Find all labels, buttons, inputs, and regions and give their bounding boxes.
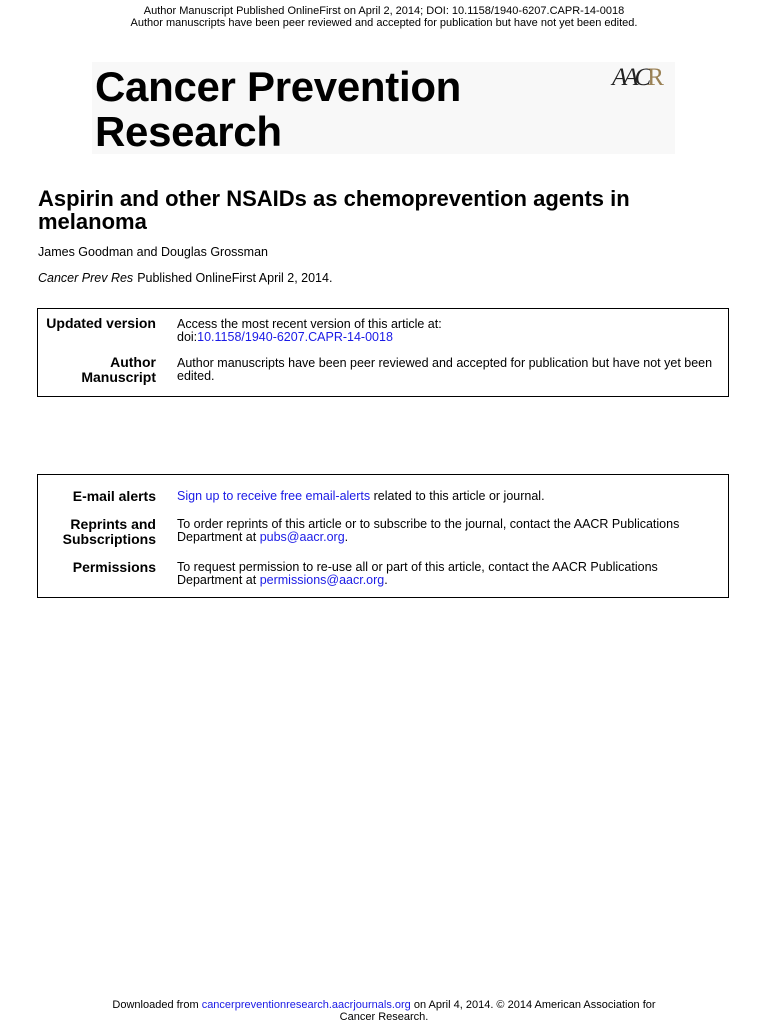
email-alerts-label: E-mail alerts <box>72 488 156 504</box>
email-alerts-link[interactable]: Sign up to receive free email-alerts <box>177 489 371 503</box>
doi-line <box>177 331 722 344</box>
footer-line-2: Cancer Research. <box>339 1011 429 1023</box>
citation <box>38 271 332 285</box>
aacr-logo-r: R <box>647 64 664 91</box>
article-authors: James Goodman and Douglas Grossman <box>38 245 268 259</box>
reprints-label-line-1: Reprints and <box>70 516 156 532</box>
article-info-box <box>37 308 729 397</box>
article-title <box>38 187 728 233</box>
journal-abbrev: Cancer Prev Res <box>38 271 134 285</box>
reprints-text: To order reprints of this article or to subscribe to the journal, contact the AACR Publications Department at pubs@aacr.org. <box>177 517 680 544</box>
article-title-line-1: Aspirin and other NSAIDs as chemoprevention agents in <box>38 186 630 211</box>
download-footer <box>0 999 768 1023</box>
notice-line-1: Author Manuscript Published OnlineFirst on April 2, 2014; DOI: 10.1158/1940-6207.CAPR-14-0018 <box>143 5 625 17</box>
email-alerts-suffix: related to this article or journal. <box>373 489 545 503</box>
reprints-description: To order reprints of this article or to subscribe to the journal, contact the AACR Publications Department at <box>177 517 680 544</box>
notice-line-2: Author manuscripts have been peer reviewed and accepted for publication but have not yet been edited. <box>130 17 638 29</box>
reprints-label-line-2: Subscriptions <box>62 531 156 547</box>
email-alerts-text <box>177 490 722 503</box>
journal-masthead <box>92 62 675 154</box>
author-label-line-2: Manuscript <box>81 369 156 385</box>
footer-copyright: on April 4, 2014. © 2014 American Association for <box>413 999 656 1011</box>
doi-prefix: doi: <box>177 330 198 344</box>
services-info-box <box>37 474 729 598</box>
pubs-email-link[interactable]: pubs@aacr.org <box>259 530 345 544</box>
permissions-text: To request permission to re-use all or part of this article, contact the AACR Publications Department at permissions@aacr.org. <box>177 560 658 587</box>
published-date: Published OnlineFirst April 2, 2014. <box>137 271 333 285</box>
author-manuscript-notice <box>0 5 768 29</box>
journal-site-link[interactable]: cancerpreventionresearch.aacrjournals.org <box>201 999 411 1011</box>
author-manuscript-label <box>38 355 156 385</box>
journal-title-line-1: Cancer Prevention <box>95 63 462 110</box>
aacr-logo <box>612 64 664 92</box>
author-label-line-1: Author <box>110 354 156 370</box>
author-manuscript-text: Author manuscripts have been peer reviewed and accepted for publication but have not yet been edited. <box>177 356 713 383</box>
journal-title-line-2: Research <box>95 108 282 155</box>
article-title-line-2: melanoma <box>38 209 147 234</box>
updated-version-description: Access the most recent version of this article at: <box>177 317 442 331</box>
permissions-description: To request permission to re-use all or part of this article, contact the AACR Publications Department at <box>177 560 658 587</box>
updated-version-text <box>177 318 722 344</box>
aacr-logo-text: AAC <box>612 64 648 91</box>
permissions-email-link[interactable]: permissions@aacr.org <box>259 573 385 587</box>
footer-prefix: Downloaded from <box>112 999 199 1011</box>
footer-line-1 <box>0 999 768 1011</box>
permissions-label: Permissions <box>72 559 156 575</box>
reprints-label <box>38 517 156 547</box>
journal-title <box>95 64 461 154</box>
doi-link[interactable]: 10.1158/1940-6207.CAPR-14-0018 <box>197 330 393 344</box>
updated-version-label: Updated version <box>46 315 156 331</box>
